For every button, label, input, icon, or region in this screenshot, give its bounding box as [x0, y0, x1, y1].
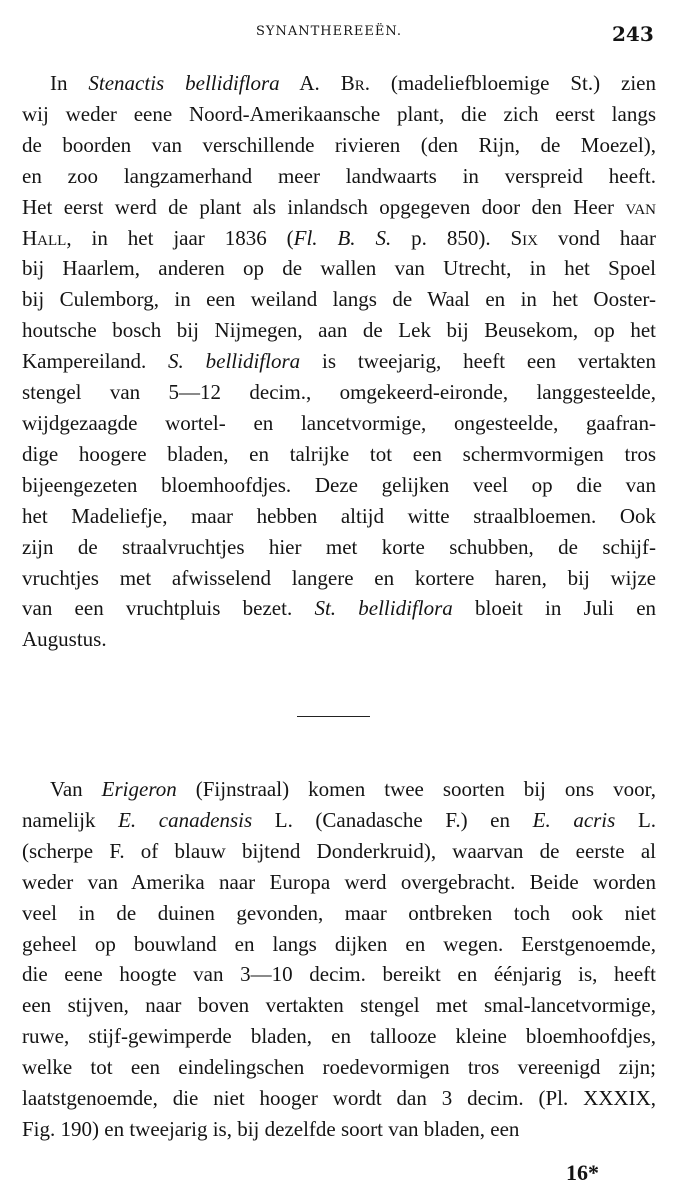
text-run: weder van Amerika naar Europa werd overgebracht. Beide worden — [22, 869, 656, 894]
text-run: houtsche bosch bij Nijmegen, aan de Lek bij Beusekom, op het — [22, 318, 656, 343]
text-run: bij Culemborg, in een weiland langs de Waal en in het Ooster- — [22, 287, 656, 312]
text-run: van een vruchtpluis bezet. — [22, 596, 315, 621]
text-line — [22, 346, 656, 377]
text-line — [22, 501, 656, 532]
text-run: bloeit in Juli en — [452, 596, 657, 621]
text-run: namelijk — [22, 807, 119, 832]
text-line — [22, 624, 656, 655]
text-run: in het jaar 1836 ( — [71, 225, 294, 250]
text-line — [22, 1021, 656, 1052]
italic-text: S. bellidiflora — [168, 349, 301, 374]
text-line — [22, 990, 656, 1021]
italic-text: Fl. B. S. — [293, 225, 392, 250]
text-run: (Fijnstraal) komen twee soorten bij ons voor, — [176, 777, 656, 801]
text-run: L. (Canadasche F.) en — [252, 807, 533, 832]
text-run: wijdgezaagde wortel- en lancetvormige, ongesteelde, gaafran- — [22, 410, 656, 435]
section-divider — [297, 716, 370, 717]
text-line — [22, 805, 656, 836]
text-line — [22, 836, 656, 867]
text-run: het Madeliefje, maar hebben altijd witte straalbloemen. Ook — [22, 503, 656, 528]
text-line — [22, 439, 656, 470]
italic-text: E. acris — [532, 807, 616, 832]
text-line — [22, 408, 656, 439]
text-run: veel in de duinen gevonden, maar ontbreken toch ook niet — [22, 900, 656, 925]
text-line — [22, 253, 656, 284]
text-run: welke tot een eindelingschen roedevormigen tros vereenigd zijn; — [22, 1055, 656, 1080]
text-run: en zoo langzamerhand meer landwaarts in verspreid heeft. — [22, 163, 656, 188]
text-run: de boorden van verschillende rivieren (den Rijn, de Moezel), — [22, 132, 656, 157]
text-line — [22, 161, 656, 192]
text-line — [22, 284, 656, 315]
text-run: een stijven, naar boven vertakten stengel met smal-lancetvormige, — [22, 993, 656, 1018]
text-line — [22, 929, 656, 960]
signature-mark: 16* — [566, 1160, 599, 1185]
text-run: laatstgenoemde, die niet hooger wordt dan 3 decim. (Pl. XXXIX, — [22, 1086, 656, 1111]
text-line — [22, 1052, 656, 1083]
running-title: SYNANTHEREEËN. — [256, 24, 403, 39]
text-line — [22, 223, 656, 254]
text-line — [22, 898, 656, 929]
text-run: Fig. 190) en tweejarig is, bij dezelfde soort van bladen, een — [22, 1116, 520, 1141]
italic-text: E. canadensis — [118, 807, 253, 832]
text-run: dige hoogere bladen, en talrijke tot een schermvormigen tros — [22, 441, 656, 466]
text-run: bij Haarlem, anderen op de wallen van Utrecht, in het Spoel — [22, 256, 656, 281]
text-run: wij weder eene Noord-Amerikaansche plant, die zich eerst langs — [22, 101, 656, 126]
text-run: ruwe, stijf-gewimperde bladen, en tallooze kleine bloemhoofdjes, — [22, 1024, 656, 1049]
text-run: stengel van 5—12 decim., omgekeerd-eironde, langgesteelde, — [22, 380, 656, 405]
small-caps-text: Hall, — [22, 225, 72, 250]
text-line — [22, 130, 656, 161]
text-run: p. 850). — [391, 225, 511, 250]
text-line — [22, 315, 656, 346]
text-run: L. — [615, 807, 657, 832]
text-run: In — [50, 71, 89, 95]
text-line — [22, 1114, 656, 1145]
small-caps-text: van — [625, 194, 656, 219]
text-run: Van — [50, 777, 102, 801]
small-caps-text: Br. — [340, 71, 370, 95]
text-line — [22, 563, 656, 594]
text-run: Het eerst werd de plant als inlandsch opgegeven door den Heer — [22, 194, 626, 219]
page-number: 243 — [612, 22, 654, 46]
text-run: die eene hoogte van 3—10 decim. bereikt en éénjarig is, heeft — [22, 962, 656, 987]
text-line — [22, 68, 656, 99]
text-run: (scherpe F. of blauw bijtend Donderkruid), waarvan de eerste al — [22, 838, 656, 863]
italic-text: St. bellidiflora — [314, 596, 453, 621]
text-run: Kampereiland. — [22, 349, 169, 374]
text-line — [22, 774, 656, 805]
page-header — [0, 22, 678, 48]
text-line — [22, 377, 656, 408]
italic-text: Erigeron — [101, 777, 177, 801]
text-run: vruchtjes met afwisselend langere en kortere haren, bij wijze — [22, 565, 656, 590]
text-line — [22, 867, 656, 898]
text-run: geheel op bouwland en langs dijken en wegen. Eerstgenoemde, — [22, 931, 656, 956]
text-line — [22, 192, 656, 223]
small-caps-text: Six — [510, 225, 539, 250]
text-line — [22, 593, 656, 624]
text-run: Augustus. — [22, 627, 107, 652]
text-line — [22, 1083, 656, 1114]
text-line — [22, 470, 656, 501]
italic-text: Stenactis bellidiflora — [88, 71, 280, 95]
text-run: zijn de straalvruchtjes hier met korte schubben, de schijf- — [22, 534, 656, 559]
text-line — [22, 99, 656, 130]
paragraph-stenactis — [22, 68, 656, 655]
text-run: (madeliefbloemige St.) zien — [369, 71, 656, 95]
text-run: vond haar — [538, 225, 656, 250]
text-run: bijeengezeten bloemhoofdjes. Deze gelijken veel op die van — [22, 472, 656, 497]
text-line — [22, 959, 656, 990]
text-line — [22, 532, 656, 563]
text-run: A. — [279, 71, 341, 95]
text-run: is tweejarig, heeft een vertakten — [300, 349, 657, 374]
paragraph-erigeron — [22, 774, 656, 1145]
